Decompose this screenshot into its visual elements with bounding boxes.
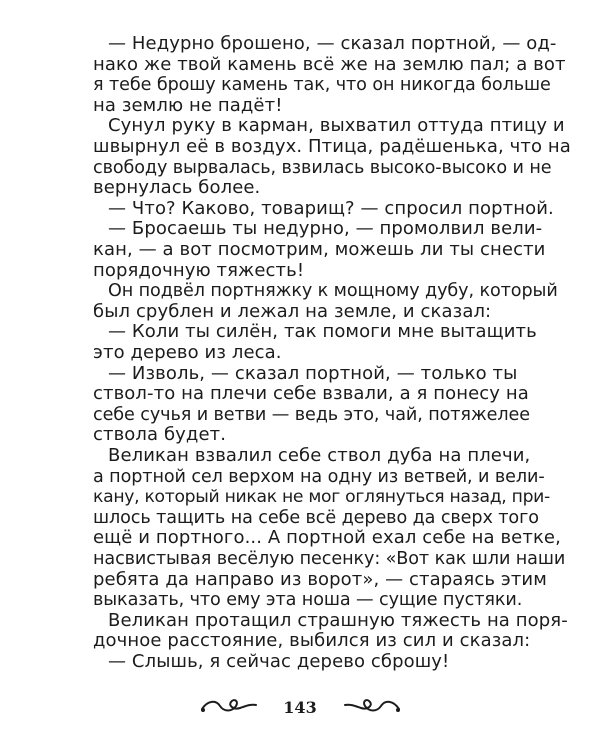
text-line: я тебе брошу камень так, что он никогда больше bbox=[93, 75, 551, 96]
flourish-right-icon bbox=[341, 696, 403, 720]
text-line: ребята да направо из ворот», — стараясь этим bbox=[93, 568, 547, 590]
text-line: кан, — а вот посмотрим, можешь ли ты снести bbox=[93, 239, 546, 260]
text-line: — Что? Каково, товарищ? — спросил портной. bbox=[108, 197, 554, 219]
text-line: был срублен и лежал на земле, и сказал: bbox=[93, 300, 492, 322]
text-line: это дерево из леса. bbox=[93, 342, 282, 363]
text-line: а портной сел верхом на одну из ветвей, и вели- bbox=[93, 466, 545, 487]
text-line: — Недурно брошено, — сказал портной, — од- bbox=[108, 33, 557, 54]
text-line: дочное расстояние, выбился из сил и сказал: bbox=[93, 630, 531, 652]
text-line: — Бросаешь ты недурно, — промолвил вели- bbox=[108, 218, 543, 240]
text-line: ствола будет. bbox=[93, 424, 227, 446]
text-line: выказать, что ему эта ноша — сущие пустяки. bbox=[93, 590, 523, 611]
text-line: Сунул руку в карман, выхватил оттуда птицу и bbox=[108, 115, 565, 137]
text-line: вернулась более. bbox=[93, 177, 261, 199]
text-line: кану, который никак не мог оглянуться назад, при- bbox=[93, 487, 550, 508]
text-line: порядочную тяжесть! bbox=[93, 259, 305, 281]
text-line: свободу вырвалась, взвилась высоко-высоко и не bbox=[93, 157, 552, 178]
text-line: насвистывая весёлую песенку: «Вот как шли наши bbox=[93, 549, 566, 569]
flourish-left-icon bbox=[198, 696, 260, 720]
text-line: себе сучья и ветви — ведь это, чай, потяжелее bbox=[93, 404, 530, 425]
text-line: Он подвёл портняжку к мощному дубу, который bbox=[108, 281, 558, 302]
text-line: — Изволь, — сказал портной, — только ты bbox=[108, 362, 518, 384]
text-line: Великан взвалил себе ствол дуба на плечи, bbox=[108, 445, 531, 466]
text-line: шлось тащить на себе всё дерево да сверх того bbox=[93, 507, 539, 528]
text-line: — Коли ты силён, так помоги мне вытащить bbox=[108, 321, 537, 343]
text-line: — Слышь, я сейчас дерево сброшу! bbox=[108, 651, 450, 672]
text-line: швырнул её в воздух. Птица, радёшенька, что на bbox=[93, 136, 571, 157]
text-line: Великан протащил страшную тяжесть на поря- bbox=[108, 609, 568, 631]
page-number: 143 bbox=[283, 698, 317, 717]
text-line: ещё и портного... А портной ехал себе на ветке, bbox=[93, 527, 561, 549]
text-line: на землю не падёт! bbox=[93, 94, 283, 116]
text-line: нако же твой камень всё же на землю пал; а вот bbox=[93, 53, 566, 75]
text-line: ствол-то на плечи себе взвали, а я понесу на bbox=[93, 383, 529, 405]
page-footer bbox=[0, 690, 600, 730]
